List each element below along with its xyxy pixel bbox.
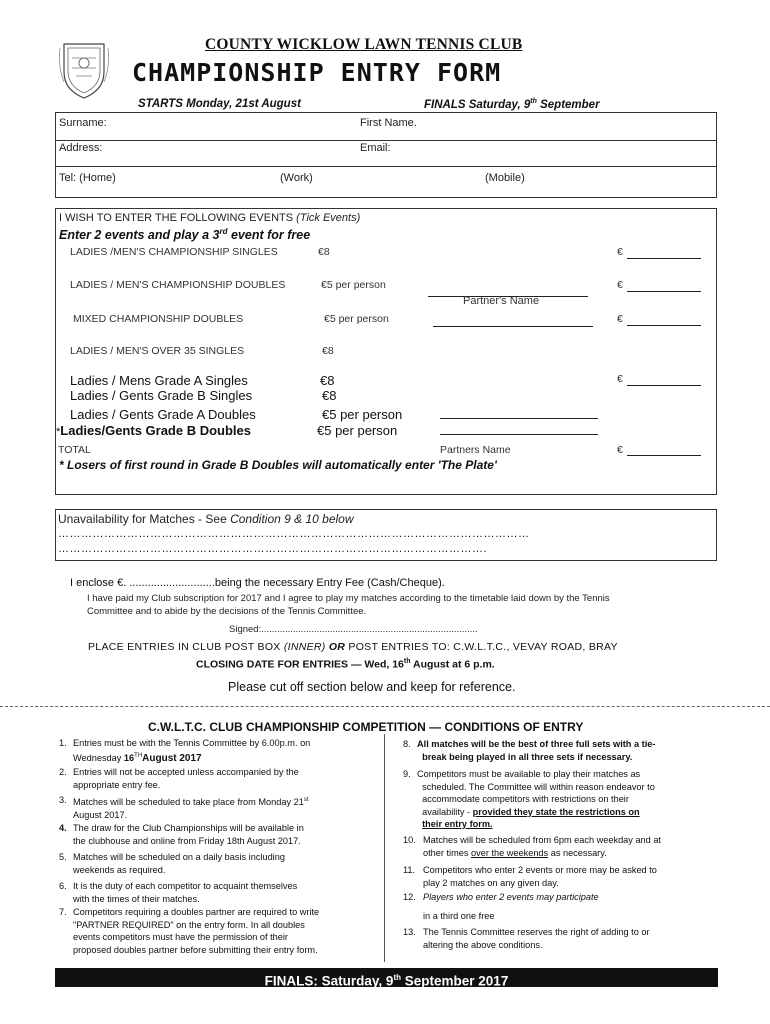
- partner-name-field[interactable]: [440, 434, 598, 435]
- event-fee: €8: [320, 373, 335, 388]
- condition-13: 13. The Tennis Committee reserves the right of adding to or altering the above conditions.: [403, 927, 650, 950]
- partner-name-label: Partner's Name: [463, 295, 540, 307]
- surname-label: Surname:: [59, 117, 107, 129]
- tel-mobile-label: (Mobile): [485, 172, 525, 184]
- event-amount-euro: €: [617, 313, 623, 325]
- partner-name-field[interactable]: [440, 418, 598, 419]
- event-amount-euro: €: [617, 246, 623, 258]
- finals-banner: FINALS: Saturday, 9th September 2017: [55, 968, 718, 987]
- address-label: Address:: [59, 142, 103, 154]
- total-euro: €: [617, 444, 623, 456]
- event-name: Ladies / Gents Grade B Singles: [70, 388, 253, 403]
- condition-3: 3. Matches will be scheduled to take place from Monday 21st August 2017.: [59, 795, 309, 820]
- free-event-offer: Enter 2 events and play a 3rd event for free: [59, 227, 311, 243]
- event-amount-field[interactable]: [627, 325, 701, 326]
- event-name: MIXED CHAMPIONSHIP DOUBLES: [73, 313, 244, 325]
- event-name: LADIES / MEN'S OVER 35 SINGLES: [70, 345, 245, 357]
- event-fee: €8: [322, 388, 337, 403]
- event-name: Ladies / Mens Grade A Singles: [70, 373, 248, 388]
- agreement-line-1: I have paid my Club subscription for 2017 and I agree to play my matches according to the timetable laid down by the Tennis: [87, 593, 610, 604]
- total-label: TOTAL: [58, 444, 91, 456]
- partner-name-field[interactable]: [433, 326, 593, 327]
- event-name: LADIES / MEN'S CHAMPIONSHIP DOUBLES: [70, 279, 286, 291]
- event-amount-euro: €: [617, 373, 623, 385]
- club-name: COUNTY WICKLOW LAWN TENNIS CLUB: [205, 36, 523, 53]
- enclose-fee: I enclose €. ............................being the necessary Entry Fee (Cash/Cheque).: [70, 577, 445, 589]
- club-crest: [58, 38, 110, 100]
- event-name: LADIES /MEN'S CHAMPIONSHIP SINGLES: [70, 246, 278, 258]
- event-fee: €8: [322, 345, 334, 357]
- condition-11: 11. Competitors who enter 2 events or more may be asked to play 2 matches on any given day.: [403, 865, 657, 888]
- condition-2: 2. Entries will not be accepted unless accompanied by the appropriate entry fee.: [59, 767, 299, 790]
- event-name: *Ladies/Gents Grade B Doubles: [56, 423, 251, 438]
- cut-line: [0, 706, 770, 707]
- event-amount-field[interactable]: [627, 258, 701, 259]
- tel-home-label: Tel: (Home): [59, 172, 116, 184]
- unavailability-label: Unavailability for Matches - See Condition 9 & 10 below: [58, 512, 354, 526]
- cut-off-note: Please cut off section below and keep for reference.: [228, 680, 516, 694]
- tel-work-label: (Work): [280, 172, 313, 184]
- event-amount-euro: €: [617, 279, 623, 291]
- event-fee: €5 per person: [317, 423, 398, 438]
- event-fee: €5 per person: [321, 279, 386, 291]
- event-fee: €5 per person: [324, 313, 389, 325]
- event-amount-field[interactable]: [627, 385, 701, 386]
- condition-5: 5. Matches will be scheduled on a daily basis including weekends as required.: [59, 852, 285, 875]
- condition-4: 4. The draw for the Club Championships will be available in the clubhouse and online from Friday 18th August 2017.: [59, 823, 304, 846]
- closing-date: CLOSING DATE FOR ENTRIES — Wed, 16th August at 6 p.m.: [196, 658, 495, 671]
- first-name-label: First Name.: [360, 117, 417, 129]
- condition-8: 8. All matches will be the best of three full sets with a tie- break being played in all three sets if necessary.: [403, 739, 656, 762]
- start-date: STARTS Monday, 21st August: [138, 98, 301, 110]
- event-name: Ladies / Gents Grade A Doubles: [70, 407, 256, 422]
- conditions-title: C.W.L.T.C. CLUB CHAMPIONSHIP COMPETITION — CONDITIONS OF ENTRY: [148, 720, 584, 734]
- plate-note: * Losers of first round in Grade B Doubles will automatically enter 'The Plate': [59, 458, 497, 472]
- unavailability-dots: ………………………………………………………………………………………………….: [58, 543, 488, 555]
- finals-date: FINALS Saturday, 9th September: [424, 98, 600, 111]
- partners-name-label: Partners Name: [440, 444, 511, 456]
- unavailability-dots: ……………………………………………………………………………………………………………: [58, 528, 530, 540]
- condition-12: 12. Players who enter 2 events may participate in a third one free: [403, 892, 599, 921]
- condition-6: 6. It is the duty of each competitor to acquaint themselves with the times of their matches.: [59, 881, 298, 904]
- email-label: Email:: [360, 142, 391, 154]
- event-fee: €5 per person: [322, 407, 403, 422]
- event-amount-field[interactable]: [627, 291, 701, 292]
- total-amount-field[interactable]: [627, 455, 701, 456]
- condition-9: 9. Competitors must be available to play their matches as scheduled. The Committee will within reason endeavor to accommodate competitors with restrictions on their availability - provided they state the restrictions on their entry form.: [403, 769, 655, 829]
- signature-line[interactable]: Signed:..................................................................................: [229, 624, 478, 635]
- event-fee: €8: [318, 246, 330, 258]
- events-intro: I WISH TO ENTER THE FOLLOWING EVENTS (Tick Events): [59, 212, 361, 224]
- condition-1: 1. Entries must be with the Tennis Committee by 6.00p.m. on Wednesday 16THAugust 2017: [59, 738, 311, 764]
- condition-7: 7. Competitors requiring a doubles partner are required to write "PARTNER REQUIRED" on the entry form. In all doubles events competitors must have the permission of their proposed doubles partner before submitting their entry form.: [59, 907, 320, 955]
- condition-10: 10. Matches will be scheduled from 6pm each weekday and at other times over the weekends as necessary.: [403, 835, 661, 858]
- form-title: CHAMPIONSHIP ENTRY FORM: [132, 58, 502, 87]
- post-box-info: PLACE ENTRIES IN CLUB POST BOX (INNER) OR POST ENTRIES TO: C.W.L.T.C., VEVAY ROAD, BRAY: [88, 641, 618, 653]
- conditions-divider: [384, 734, 385, 962]
- agreement-line-2: Committee and to abide by the decisions of the Tennis Committee.: [87, 606, 367, 617]
